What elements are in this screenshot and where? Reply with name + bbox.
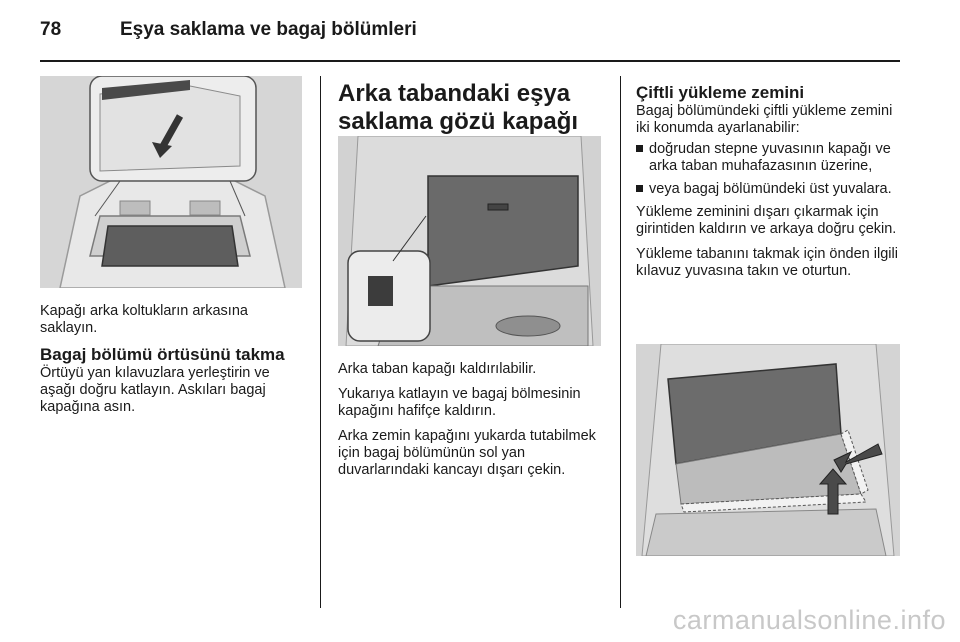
column-divider-left <box>320 76 321 608</box>
paragraph: Yukarıya katlayın ve bagaj bölmesinin kapağını hafifçe kaldırın. <box>338 386 581 419</box>
list-item <box>636 141 902 175</box>
paragraph: Arka taban kapağı kaldırılabilir. <box>338 361 537 377</box>
col3-text <box>636 83 902 288</box>
paragraph: Yükleme tabanını takmak için önden ilgili kılavuz yuvasına takın ve oturtun. <box>636 246 898 279</box>
section-intro: Bagaj bölümündeki çiftli yükleme zemini iki konumda ayarlanabilir: <box>636 103 893 136</box>
paragraph: Yükleme zeminini dışarı çıkarmak için girintiden kaldırın ve arkaya doğru çekin. <box>636 204 897 237</box>
list-item <box>636 181 902 198</box>
paragraph: Arka zemin kapağını yukarda tutabilmek için bagaj bölümünün sol yan duvarlarındaki kancayı dışarı çekin. <box>338 428 596 478</box>
page-title: Eşya saklama ve bagaj bölümleri <box>120 19 417 40</box>
col1-text <box>40 303 308 424</box>
page-number: 78 <box>40 19 62 40</box>
bullet-square-icon <box>636 145 643 152</box>
bullet-list <box>636 141 902 198</box>
floor-cover-illustration <box>338 136 601 346</box>
section-heading: Bagaj bölümü örtüsünü takma <box>40 345 285 364</box>
col2-heading-block <box>338 80 608 136</box>
header-divider <box>40 60 900 62</box>
watermark-text: carmanualsonline.info <box>672 605 946 635</box>
cover-storage-illustration <box>40 76 302 288</box>
list-item-text: doğrudan stepne yuvasının kapağı ve arka taban muhafazasının üzerine, <box>649 141 891 174</box>
list-item-text: veya bagaj bölümündeki üst yuvalara. <box>649 181 892 197</box>
load-floor-illustration <box>636 344 900 556</box>
section-heading: Çiftli yükleme zemini <box>636 83 805 102</box>
col2-text <box>338 361 606 487</box>
section-body: Örtüyü yan kılavuzlara yerleştirin ve aşağı doğru katlayın. Askıları bagaj kapağına asın. <box>40 365 270 415</box>
figure-caption: Kapağı arka koltukların arkasına saklayın. <box>40 303 248 336</box>
bullet-square-icon <box>636 185 643 192</box>
section-heading: Arka tabandaki eşya saklama gözü kapağı <box>338 80 579 135</box>
column-divider-right <box>620 76 621 608</box>
